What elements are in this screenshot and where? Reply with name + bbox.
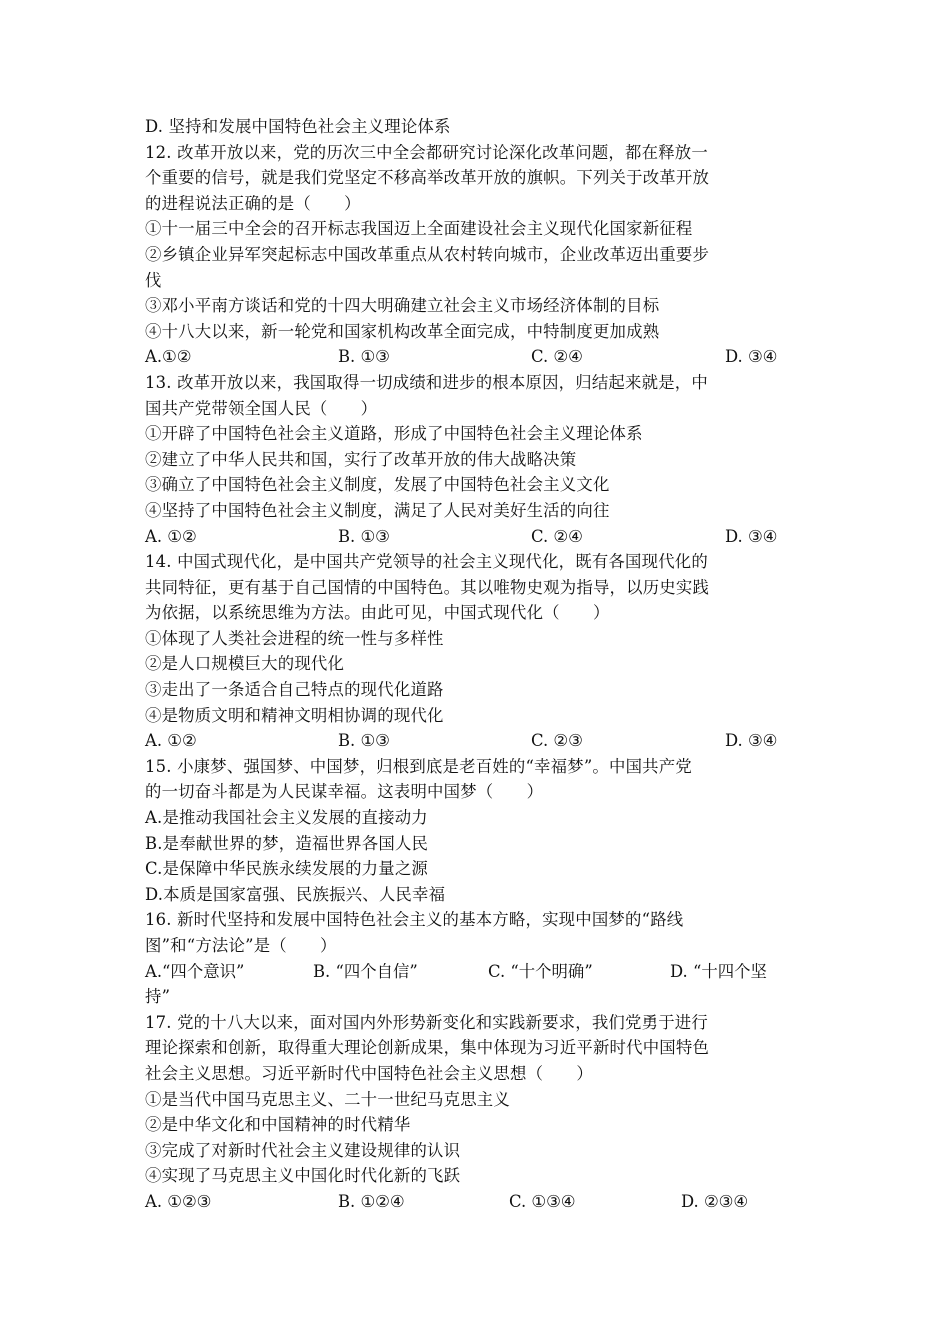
q11-option-d: D. 坚持和发展中国特色社会主义理论体系 bbox=[145, 117, 451, 136]
q14-stem-line-3: 为依据，以系统思维为方法。由此可见，中国式现代化（ ） bbox=[145, 603, 610, 623]
q13-option-b: B. ①③ bbox=[338, 526, 390, 546]
exam-page bbox=[145, 114, 805, 1215]
q12-stem-line-2: 个重要的信号，就是我们党坚定不移高举改革开放的旗帜。下列关于改革开放 bbox=[145, 168, 710, 188]
q14-option-d: D. ③④ bbox=[725, 731, 778, 751]
q17-statement-1: ①是当代中国马克思主义、二十一世纪马克思主义 bbox=[145, 1089, 510, 1109]
q16-stem-line-2: 图”和“方法论”是（ ） bbox=[145, 936, 337, 955]
q17-option-d: D. ②③④ bbox=[681, 1191, 749, 1211]
q13-option-a: A. ①② bbox=[145, 526, 197, 546]
q16-option-d-cont: 持” bbox=[145, 987, 171, 1007]
q12-options bbox=[145, 344, 805, 370]
q12-stem-line-1: 12. 改革开放以来，党的历次三中全会都研究讨论深化改革问题，都在释放一 bbox=[145, 142, 708, 162]
q17-option-a: A. ①②③ bbox=[145, 1191, 212, 1211]
q17-option-b: B. ①②④ bbox=[338, 1191, 405, 1211]
q14-option-a: A. ①② bbox=[145, 731, 197, 751]
q14-statement-2: ②是人口规模巨大的现代化 bbox=[145, 654, 345, 674]
q16-stem-line-1: 16. 新时代坚持和发展中国特色社会主义的基本方略，实现中国梦的“路线 bbox=[145, 910, 684, 930]
q16-options bbox=[145, 959, 805, 985]
q16-option-b: B. “四个自信” bbox=[313, 961, 418, 981]
q17-stem-line-2: 理论探索和创新，取得重大理论创新成果，集中体现为习近平新时代中国特色 bbox=[145, 1038, 710, 1058]
q13-option-d: D. ③④ bbox=[725, 526, 778, 546]
q15-stem-line-2: 的一切奋斗都是为人民谋幸福。这表明中国梦（ ） bbox=[145, 782, 544, 802]
q17-option-c: C. ①③④ bbox=[509, 1191, 576, 1211]
q13-statement-1: ①开辟了中国特色社会主义道路，形成了中国特色社会主义理论体系 bbox=[145, 424, 643, 444]
q17-stem-line-1: 17. 党的十八大以来，面对国内外形势新变化和实践新要求，我们党勇于进行 bbox=[145, 1012, 708, 1032]
q15-option-a: A.是推动我国社会主义发展的直接动力 bbox=[145, 808, 428, 828]
q14-options bbox=[145, 728, 805, 754]
q14-statement-1: ①体现了人类社会进程的统一性与多样性 bbox=[145, 628, 444, 648]
q12-option-a: A.①② bbox=[145, 347, 192, 367]
q17-statement-2: ②是中华文化和中国精神的时代精华 bbox=[145, 1115, 411, 1135]
q15-option-c: C.是保障中华民族永续发展的力量之源 bbox=[145, 859, 429, 879]
q12-option-b: B. ①③ bbox=[338, 347, 390, 367]
q12-statement-2: ②乡镇企业异军突起标志中国改革重点从农村转向城市，企业改革迈出重要步 bbox=[145, 244, 710, 264]
q13-options bbox=[145, 524, 805, 550]
q14-option-c: C. ②③ bbox=[531, 731, 583, 751]
q13-statement-3: ③确立了中国特色社会主义制度，发展了中国特色社会主义文化 bbox=[145, 475, 610, 495]
q12-option-c: C. ②④ bbox=[531, 347, 583, 367]
q16-option-d: D. “十四个坚 bbox=[670, 961, 767, 981]
q15-stem-line-1: 15. 小康梦、强国梦、中国梦，归根到底是老百姓的“幸福梦”。中国共产党 bbox=[145, 756, 692, 776]
q12-statement-3: ③邓小平南方谈话和党的十四大明确建立社会主义市场经济体制的目标 bbox=[145, 296, 660, 316]
q13-stem-line-2: 国共产党带领全国人民（ ） bbox=[145, 398, 378, 418]
q12-option-d: D. ③④ bbox=[725, 347, 778, 367]
q12-stem-line-3: 的进程说法正确的是（ ） bbox=[145, 193, 361, 213]
q16-option-a: A.“四个意识” bbox=[145, 961, 245, 981]
q12-statement-2-cont: 伐 bbox=[145, 270, 162, 290]
q12-statement-1: ①十一届三中全会的召开标志我国迈上全面建设社会主义现代化国家新征程 bbox=[145, 219, 693, 239]
q13-stem-line-1: 13. 改革开放以来，我国取得一切成绩和进步的根本原因，归结起来就是，中 bbox=[145, 372, 708, 392]
q13-statement-2: ②建立了中华人民共和国，实行了改革开放的伟大战略决策 bbox=[145, 449, 577, 469]
q17-statement-3: ③完成了对新时代社会主义建设规律的认识 bbox=[145, 1140, 461, 1160]
q16-option-c: C. “十个明确” bbox=[488, 961, 593, 981]
q14-statement-4: ④是物质文明和精神文明相协调的现代化 bbox=[145, 705, 444, 725]
q14-option-b: B. ①③ bbox=[338, 731, 390, 751]
q13-statement-4: ④坚持了中国特色社会主义制度，满足了人民对美好生活的向往 bbox=[145, 500, 610, 520]
q14-stem-line-1: 14. 中国式现代化，是中国共产党领导的社会主义现代化，既有各国现代化的 bbox=[145, 552, 708, 572]
q17-stem-line-3: 社会主义思想。习近平新时代中国特色社会主义思想（ ） bbox=[145, 1063, 593, 1083]
q15-option-d: D.本质是国家富强、民族振兴、人民幸福 bbox=[145, 884, 446, 904]
q15-option-b: B.是奉献世界的梦，造福世界各国人民 bbox=[145, 833, 429, 853]
q17-statement-4: ④实现了马克思主义中国化时代化新的飞跃 bbox=[145, 1166, 461, 1186]
q13-option-c: C. ②④ bbox=[531, 526, 583, 546]
q17-options bbox=[145, 1189, 805, 1215]
q14-stem-line-2: 共同特征，更有基于自己国情的中国特色。其以唯物史观为指导，以历史实践 bbox=[145, 577, 710, 597]
q12-statement-4: ④十八大以来，新一轮党和国家机构改革全面完成，中特制度更加成熟 bbox=[145, 321, 660, 341]
q14-statement-3: ③走出了一条适合自己特点的现代化道路 bbox=[145, 680, 444, 700]
